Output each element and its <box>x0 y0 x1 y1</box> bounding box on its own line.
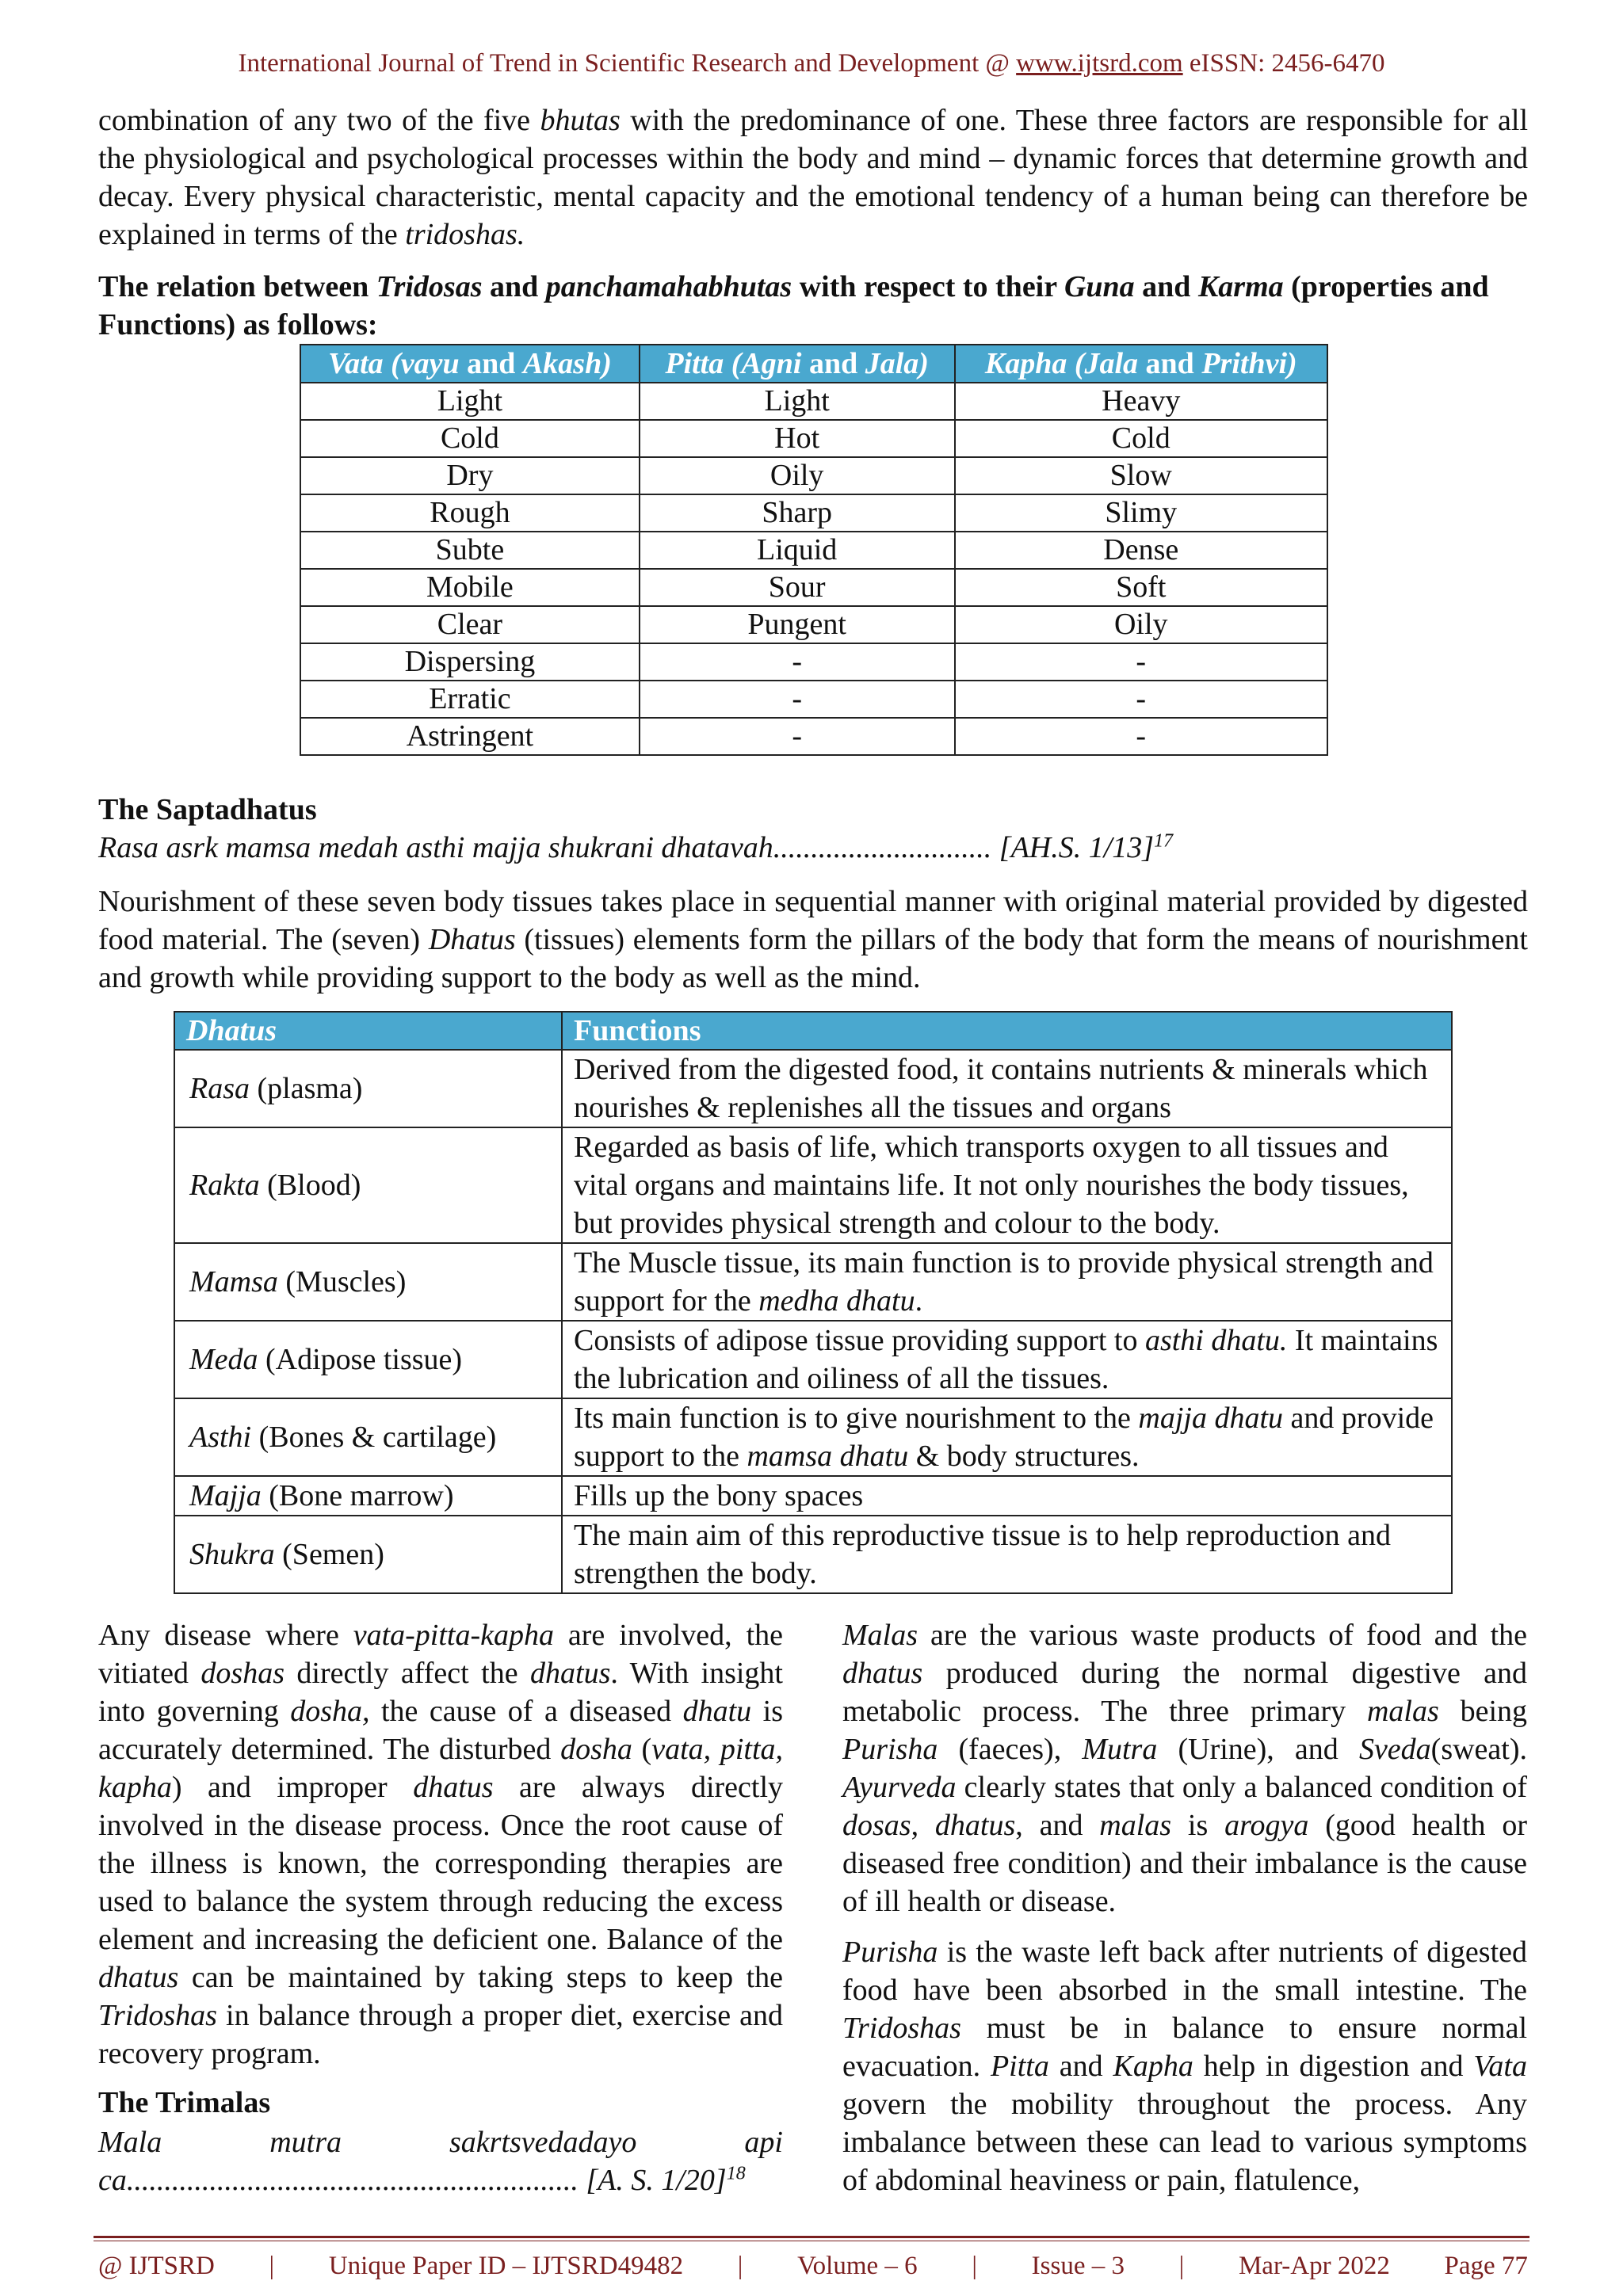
table-cell: - <box>955 681 1328 718</box>
table-row <box>300 643 1327 681</box>
table-cell: Light <box>300 383 640 420</box>
footer-volume: Volume – 6 <box>797 2252 918 2280</box>
header-kapha: Kapha (Jala and Prithvi) <box>955 345 1328 383</box>
relation-heading: The relation between Tridosas and panchamahabhutas with respect to their Guna and Karma (properties and Functions) as follows: <box>98 270 1489 341</box>
saptadhatus-heading: The Saptadhatus <box>98 793 317 826</box>
table-cell: Subte <box>300 532 640 569</box>
footer-page-number: Page 77 <box>1444 2252 1528 2280</box>
table-cell: Sharp <box>640 494 955 532</box>
table-row <box>300 532 1327 569</box>
dhatu-name: Meda (Adipose tissue) <box>174 1321 562 1398</box>
table-cell: Dense <box>955 532 1328 569</box>
table-cell: Hot <box>640 420 955 457</box>
dhatu-name: Mamsa (Muscles) <box>174 1243 562 1321</box>
table-cell: Liquid <box>640 532 955 569</box>
dhatu-name: Rasa (plasma) <box>174 1050 562 1127</box>
journal-issn: eISSN: 2456-6470 <box>1189 49 1385 78</box>
dhatu-function: The main aim of this reproductive tissue is to help reproduction and strengthen the body. <box>562 1516 1452 1593</box>
dhatu-function: Regarded as basis of life, which transports oxygen to all tissues and vital organs and maintains life. It not only nourishes the body tissues, but provides physical strength and colour to the body. <box>562 1127 1452 1243</box>
running-footer <box>98 2252 1528 2281</box>
intro-paragraph: combination of any two of the five bhutas with the predominance of one. These three factors are responsible for all the physiological and psychological processes within the body and mind – dynamic forces that determine growth and decay. Every physical characteristic, mental capacity and the emotional tendency of a human being can therefore be explained in terms of the tridoshas. <box>98 104 1528 251</box>
table-cell: Cold <box>300 420 640 457</box>
dhatu-functions-table <box>174 1011 1453 1594</box>
trimalas-verse: Mala mutra sakrtsvedadayo api ca............................................................ [A. S. 1/20]$^{18}$ <box>98 2126 783 2197</box>
table-row <box>300 681 1327 718</box>
right-column-malas-paragraph: Malas are the various waste products of food and the dhatus produced during the normal digestive and metabolic process. The three primary malas being Purisha (faeces), Mutra (Urine), and Sveda(sweat). Ayurveda clearly states that only a balanced condition of dosas, dhatus, and malas is arogya (good health or diseased free condition) and their imbalance is the cause of ill health or disease. <box>842 1619 1528 1918</box>
dhatu-function: Consists of adipose tissue providing support to asthi dhatu. It maintains the lubrication and oiliness of all the tissues. <box>562 1321 1452 1398</box>
table-cell: Cold <box>955 420 1328 457</box>
table-cell: Pungent <box>640 606 955 643</box>
dhatu-function: The Muscle tissue, its main function is to provide physical strength and support for the medha dhatu. <box>562 1243 1452 1321</box>
table-cell: Mobile <box>300 569 640 606</box>
table-row <box>174 1321 1452 1398</box>
header-pitta: Pitta (Agni and Jala) <box>640 345 955 383</box>
table-cell: - <box>640 643 955 681</box>
table-header-row <box>174 1012 1452 1050</box>
dhatu-name: Shukra (Semen) <box>174 1516 562 1593</box>
journal-url-link[interactable]: www.ijtsrd.com <box>1016 49 1183 78</box>
footer-separator: | <box>972 2252 977 2280</box>
table-cell: - <box>640 681 955 718</box>
table-cell: Oily <box>955 606 1328 643</box>
dhatu-name: Majja (Bone marrow) <box>174 1476 562 1516</box>
citation-ref: 17 <box>1154 830 1174 852</box>
table-cell: Light <box>640 383 955 420</box>
dhatu-function: Fills up the bony spaces <box>562 1476 1452 1516</box>
table-row <box>300 718 1327 755</box>
table-cell: Rough <box>300 494 640 532</box>
table-cell: - <box>955 643 1328 681</box>
table-row <box>300 606 1327 643</box>
table-cell: Clear <box>300 606 640 643</box>
footer-divider <box>94 2236 1529 2238</box>
table-row <box>300 457 1327 494</box>
table-cell: Dispersing <box>300 643 640 681</box>
footer-date: Mar-Apr 2022 <box>1238 2252 1390 2280</box>
footer-site: @ IJTSRD <box>98 2252 215 2280</box>
table-cell: Slow <box>955 457 1328 494</box>
footer-paper-id: Unique Paper ID – IJTSRD49482 <box>328 2252 684 2280</box>
table-cell: Soft <box>955 569 1328 606</box>
dosha-properties-table <box>300 344 1328 756</box>
table-cell: Oily <box>640 457 955 494</box>
header-dhatus: Dhatus <box>174 1012 562 1050</box>
header-functions: Functions <box>562 1012 1452 1050</box>
left-column-paragraph: Any disease where vata-pitta-kapha are involved, the vitiated doshas directly affect the dhatus. With insight into governing dosha, the cause of a diseased dhatu is accurately determined. The disturbed dosha (vata, pitta, kapha) and improper dhatus are always directly involved in the disease process. Once the root cause of the illness is known, the corresponding therapies are used to balance the system through reducing the excess element and increasing the deficient one. Balance of the dhatus can be maintained by taking steps to keep the Tridoshas in balance through a proper diet, exercise and recovery program. <box>98 1619 784 2070</box>
trimalas-heading: The Trimalas <box>98 2086 271 2119</box>
nourishment-paragraph: Nourishment of these seven body tissues takes place in sequential manner with original material provided by digested food material. The (seven) Dhatus (tissues) elements form the pillars of the body that form the means of nourishment and growth while providing support to the body as well as the mind. <box>98 885 1528 994</box>
right-column-purisha-paragraph: Purisha is the waste left back after nutrients of digested food have been absorbed in the small intestine. The Tridoshas must be in balance to ensure normal evacuation. Pitta and Kapha help in digestion and Vata govern the mobility throughout the process. Any imbalance between these can lead to various symptoms of abdominal heaviness or pain, flatulence, <box>842 1936 1527 2197</box>
header-vata: Vata (vayu and Akash) <box>300 345 640 383</box>
table-cell: Slimy <box>955 494 1328 532</box>
table-cell: Sour <box>640 569 955 606</box>
table-cell: Heavy <box>955 383 1328 420</box>
running-header <box>0 49 1623 78</box>
dhatu-name: Rakta (Blood) <box>174 1127 562 1243</box>
table-cell: Erratic <box>300 681 640 718</box>
table-cell: - <box>955 718 1328 755</box>
table-header-row <box>300 345 1327 383</box>
table-row <box>174 1476 1452 1516</box>
citation-ref: 18 <box>726 2163 746 2184</box>
journal-name: International Journal of Trend in Scientific Research and Development @ <box>238 49 1010 78</box>
table-row <box>174 1127 1452 1243</box>
dhatu-function: Derived from the digested food, it contains nutrients & minerals which nourishes & replenishes all the tissues and organs <box>562 1050 1452 1127</box>
table-row <box>174 1050 1452 1127</box>
footer-separator: | <box>737 2252 743 2280</box>
table-row <box>174 1243 1452 1321</box>
table-cell: Astringent <box>300 718 640 755</box>
footer-issue: Issue – 3 <box>1031 2252 1125 2280</box>
footer-separator: | <box>1178 2252 1185 2280</box>
table-cell: Dry <box>300 457 640 494</box>
table-row <box>300 494 1327 532</box>
saptadhatus-verse: Rasa asrk mamsa medah asthi majja shukrani dhatavah............................. [AH.S. 1/13]$^{17}$ <box>98 830 1174 864</box>
table-row <box>300 420 1327 457</box>
table-row <box>300 383 1327 420</box>
dhatu-name: Asthi (Bones & cartilage) <box>174 1398 562 1476</box>
table-row <box>300 569 1327 606</box>
table-row <box>174 1398 1452 1476</box>
table-row <box>174 1516 1452 1593</box>
table-cell: - <box>640 718 955 755</box>
footer-separator: | <box>269 2252 275 2280</box>
dhatu-function: Its main function is to give nourishment to the majja dhatu and provide support to the mamsa dhatu & body structures. <box>562 1398 1452 1476</box>
